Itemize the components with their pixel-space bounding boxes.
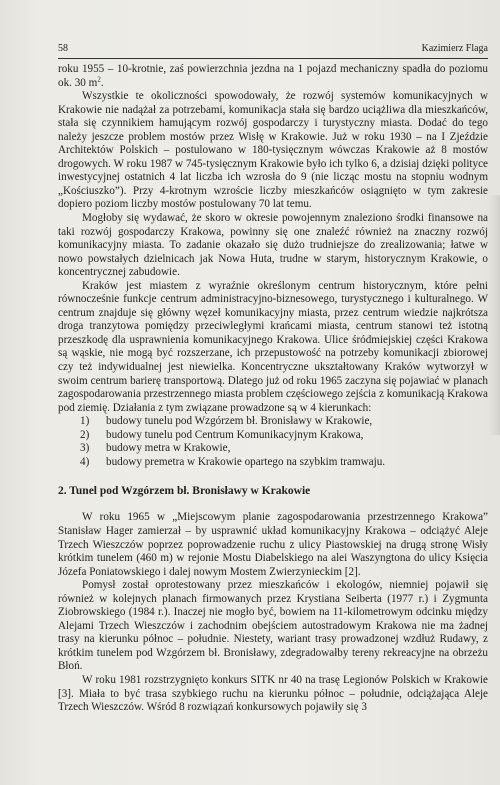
paragraph: W roku 1981 rozstrzygnięto konkurs SITK nr 40 na trasę Legionów Polskich w Krakowie [3]. Miała to być trasa szybkiego ruchu na kierunku północ – południe, odciążająca Aleje Trzech Wieszczów. Wśród 8 rozwiązań konkursowych pojawiły się 3 xyxy=(58,673,488,714)
section-heading: 2. Tunel pod Wzgórzem bł. Bronisławy w Krakowie xyxy=(58,485,311,498)
paragraph-text: roku 1955 – 10-krotnie, zaś powierzchnia jezdna na 1 pojazd mechaniczny spadła do poziomu ok. 30 m xyxy=(58,63,488,89)
list-number: 3) xyxy=(80,442,90,455)
numbered-list xyxy=(58,415,488,469)
paragraph: Wszystkie te okoliczności spowodowały, że rozwój systemów komunikacyjnych w Krakowie nie nadążał za potrzebami, komunikacja stała się bardzo uciążliwa dla mieszkańców, stała się czynnikiem hamującym rozwój gospodarczy i turystyczny miasta. Dodać do tego należy jeszcze problem mostów przez Wisłę w Krakowie. Już w roku 1930 – na I Zjeździe Architektów Polskich – postulowano w 180-tysięcznym wówczas Krakowie aż 8 mostów drogowych. W roku 1987 w 745-tysięcznym Krakowie było ich tylko 6, a dzisiaj dzięki polityce inwestycyjnej ostatnich 4 lat liczba ich wzrosła do 9 (nie licząc mostu na stopniu wodnym „Kościuszko”). Przy 4-krotnym wzroście liczby mieszkańców osiągnięto w tym zakresie dopiero poziom liczby mostów postulowany 70 lat temu. xyxy=(58,90,488,211)
list-number: 4) xyxy=(80,455,90,468)
scan-shadow xyxy=(488,195,500,435)
list-text: budowy metra w Krakowie, xyxy=(106,442,231,455)
list-number: 1) xyxy=(80,415,90,428)
list-text: budowy tunelu pod Centrum Komunikacyjnym Krakowa, xyxy=(106,428,364,441)
list-item xyxy=(80,442,488,456)
paragraph: W roku 1965 w „Miejscowym planie zagospodarowania przestrzennego Krakowa” Stanisław Hager zamierzał – by usprawnić układ komunikacyjny Krakowa – odciążyć Aleje Trzech Wieszczów poprzez poprowadzenie ruchu z ulicy Piastowskiej na drugą stronę Wisły krótkim tunelem (460 m) w rejonie Mostu Diabelskiego na alei Waszyngtona do ulicy Księcia Józefa Poniatowskiego i dalej nowym Mostem Zwierzynieckim [2]. xyxy=(58,511,488,578)
paragraph xyxy=(58,63,488,90)
superscript: 2 xyxy=(97,74,101,83)
list-item xyxy=(80,456,488,470)
list-item xyxy=(80,429,488,443)
list-number: 2) xyxy=(80,428,90,441)
list-text: budowy tunelu pod Wzgórzem bł. Bronisławy w Krakowie, xyxy=(106,415,373,428)
paragraph: Pomysł został oprotestowany przez mieszkańców i ekologów, niemniej pojawił się również w kolejnych planach firmowanych przez Krystiana Seiberta (1977 r.) i Zygmunta Ziobrowskiego (1984 r.). Inaczej nie mogło być, bowiem na 11-kilometrowym odcinku między Alejami Trzech Wieszczów i zachodnim obejściem autostradowym Krakowa nie ma żadnej trasy na kierunku północ – południe. Niestety, wariant trasy prowadzonej wzdłuż Rudawy, z krótkim tunelem pod Wzgórzem bł. Bronisławy, zdegradowałby tereny rekreacyjne na obrzeżu Błoń. xyxy=(58,579,488,673)
list-item xyxy=(80,415,488,429)
list-text: budowy premetra w Krakowie opartego na szybkim tramwaju. xyxy=(106,455,386,468)
paragraph: Mogłoby się wydawać, że skoro w okresie powojennym znaleziono środki finansowe na taki rozwój gospodarczy Krakowa, powinny się one znaleźć również na znaczny rozwój komunikacyjny miasta. To zadanie okazało się dużo trudniejsze do zrealizowania; łatwe w nowo powstałych dzielnicach jak Nowa Huta, trudne w starym, historycznym Krakowie, o koncentrycznej zabudowie. xyxy=(58,212,488,279)
body-text xyxy=(58,63,488,715)
paragraph-tail: . xyxy=(100,76,104,89)
running-head-author: Kazimierz Flaga xyxy=(421,43,488,54)
page-header xyxy=(58,40,488,59)
page-number: 58 xyxy=(58,43,68,54)
paragraph: Kraków jest miastem z wyraźnie określonym centrum historycznym, które pełni równocześnie funkcje centrum administracyjno-biznesowego, turystycznego i kulturalnego. W centrum znajduje się główny węzeł komunikacyjny miasta, przez centrum wiedzie najkrótsza droga tranzytowa pomiędzy przeciwległymi krańcami miasta, centrum stanowi też istotną przeszkodę dla usprawnienia komunikacyjnego Krakowa. Ulice śródmiejskiej części Krakowa są wąskie, nie mogą być rozszerzane, ich przepustowość na potrzeby komunikacji zbiorowej czy też indywidualnej jest niewielka. Koncentryczne ukształtowany Kraków wytworzył w swoim centrum barierę transportową. Dlatego już od roku 1965 zaczyna się pojawiać w planach zagospodarowania przestrzennego miasta problem częściowego zejścia z komunikacją Krakowa pod ziemię. Działania z tym związane prowadzone są w 4 kierunkach: xyxy=(58,279,488,414)
